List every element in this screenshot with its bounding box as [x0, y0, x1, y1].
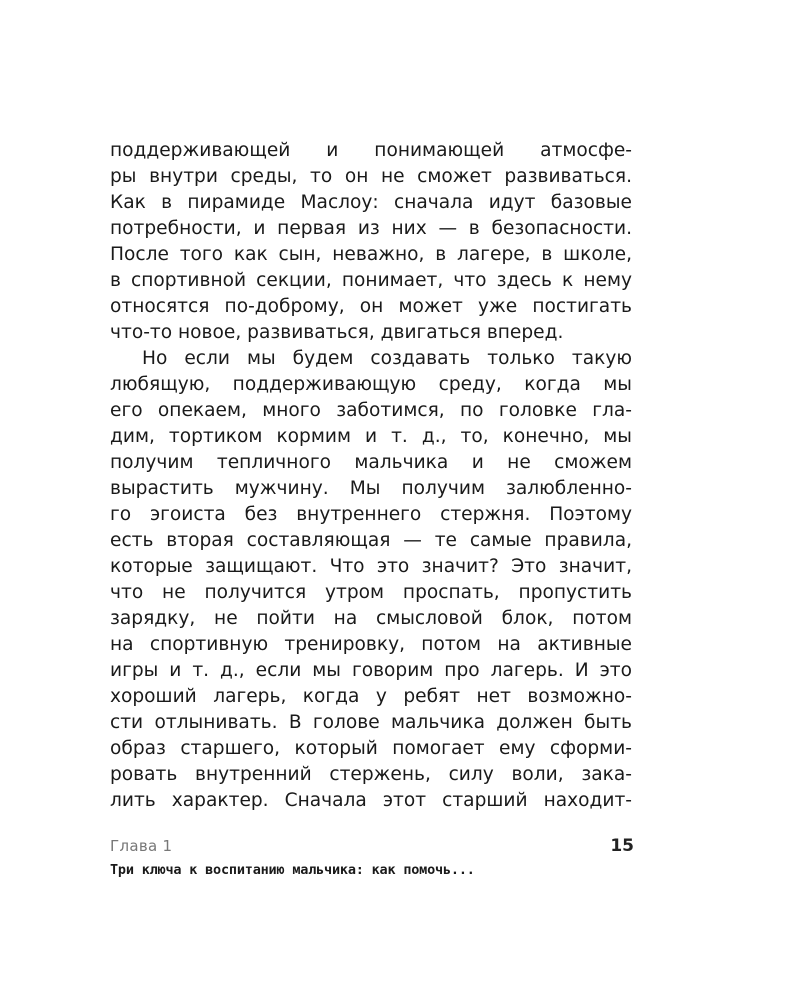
text-line: ры внутри среды, то он не сможет развиваться.	[110, 166, 632, 187]
text-line: которые защищают. Что это значит? Это значит,	[110, 556, 632, 577]
page-body-text	[110, 138, 632, 814]
text-line: ровать внутренний стержень, силу воли, зака-	[110, 764, 632, 785]
page-number: 15	[610, 836, 634, 856]
text-line: Но если мы будем создавать только такую	[142, 348, 632, 369]
text-line: относятся по-доброму, он может уже постигать	[110, 296, 632, 317]
page-footer	[110, 835, 634, 881]
text-line: в спортивной секции, понимает, что здесь к нему	[110, 270, 632, 291]
text-line: получим тепличного мальчика и не сможем	[110, 452, 632, 473]
text-line: дим, тортиком кормим и т. д., то, конечно, мы	[110, 426, 632, 447]
text-line: что не получится утром проспать, пропустить	[110, 582, 632, 603]
text-line: Как в пирамиде Маслоу: сначала идут базовые	[110, 192, 632, 213]
text-line: потребности, и первая из них — в безопасности.	[110, 218, 632, 239]
text-line: хороший лагерь, когда у ребят нет возможно-	[110, 686, 632, 707]
text-line: образ старшего, который помогает ему сформи-	[110, 738, 632, 759]
text-line: есть вторая составляющая — те самые правила,	[110, 530, 632, 551]
text-line: зарядку, не пойти на смысловой блок, потом	[110, 608, 632, 629]
text-line: поддерживающей и понимающей атмосфе-	[110, 140, 632, 161]
text-line: сти отлынивать. В голове мальчика должен быть	[110, 712, 632, 733]
running-title: Три ключа к воспитанию мальчика: как помочь...	[110, 862, 475, 878]
text-line: что-то новое, развиваться, двигаться вперед.	[110, 322, 564, 343]
text-line: любящую, поддерживающую среду, когда мы	[110, 374, 632, 395]
text-line: лить характер. Сначала этот старший находит-	[110, 790, 632, 811]
text-line: его опекаем, много заботимся, по головке гла-	[110, 400, 632, 421]
text-line: игры и т. д., если мы говорим про лагерь. И это	[110, 660, 632, 681]
text-line: на спортивную тренировку, потом на активные	[110, 634, 632, 655]
text-line: го эгоиста без внутреннего стержня. Поэтому	[110, 504, 632, 525]
chapter-label: Глава 1	[110, 837, 173, 855]
text-line: вырастить мужчину. Мы получим залюбленно-	[110, 478, 632, 499]
text-line: После того как сын, неважно, в лагере, в школе,	[110, 244, 632, 265]
